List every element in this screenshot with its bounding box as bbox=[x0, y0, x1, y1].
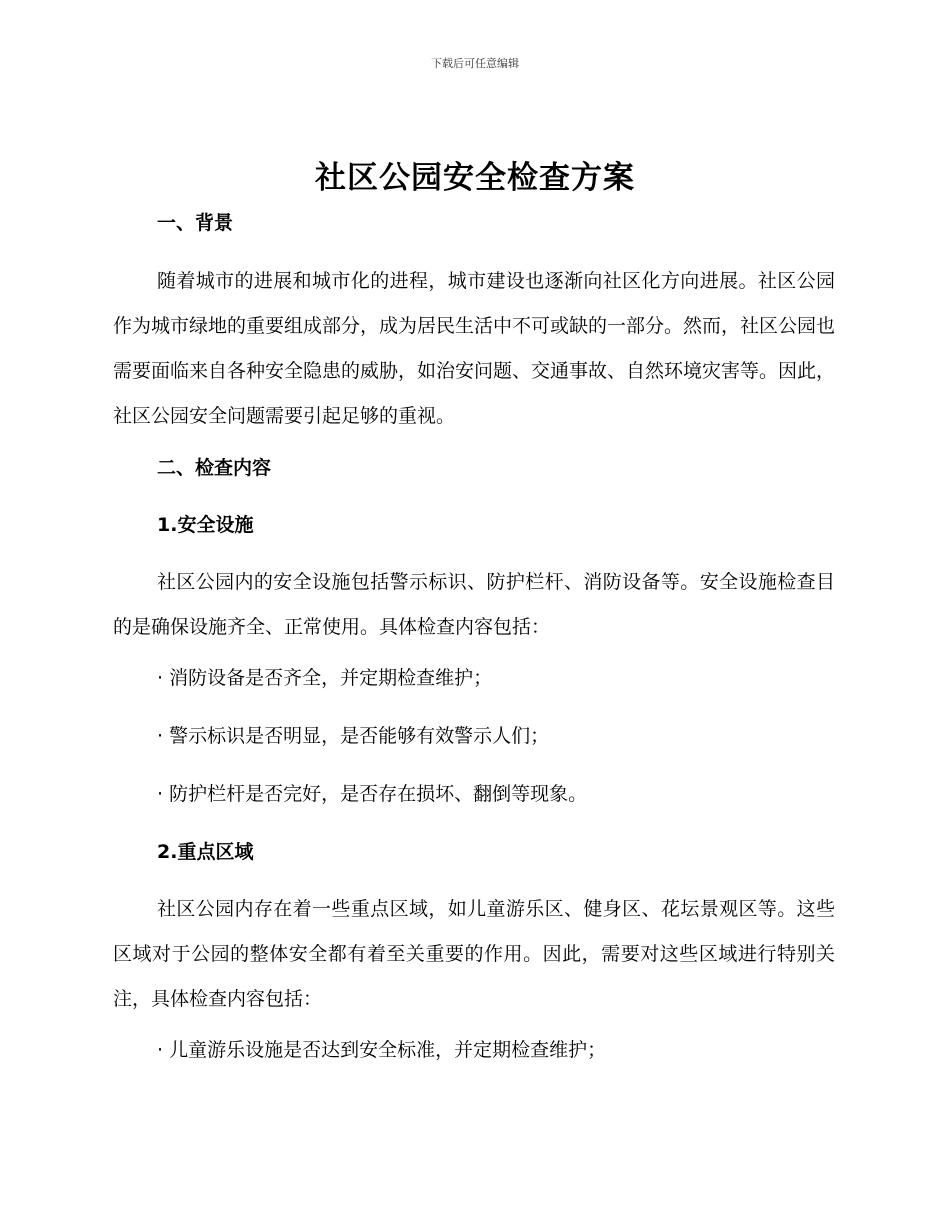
document-title: 社区公园安全检查方案 bbox=[315, 160, 635, 196]
background-paragraph: 随着城市的进展和城市化的进程，城市建设也逐渐向社区化方向进展。社区公园作为城市绿地的重要组成部分，成为居民生活中不可或缺的一部分。然而，社区公园也需要面临来自各种安全隐患的威胁，如治安问题、交通事故、自然环境灾害等。因此，社区公园安全问题需要引起足够的重视。 bbox=[113, 270, 836, 427]
subsection-heading-facilities: 1.安全设施 bbox=[157, 514, 254, 536]
section-heading-background: 一、背景 bbox=[157, 212, 234, 234]
areas-paragraph: 社区公园内存在着一些重点区域，如儿童游乐区、健身区、花坛景观区等。这些区域对于公园的整体安全都有着至关重要的作用。因此，需要对这些区域进行特别关注，具体检查内容包括： bbox=[113, 898, 835, 1010]
facilities-paragraph: 社区公园内的安全设施包括警示标识、防护栏杆、消防设备等。安全设施检查目的是确保设施齐全、正常使用。具体检查内容包括： bbox=[113, 571, 835, 638]
header-note: 下载后可任意编辑 bbox=[431, 57, 519, 70]
document-body bbox=[113, 203, 835, 1066]
section-heading-content: 二、检查内容 bbox=[157, 457, 272, 479]
bullet-item: · 防护栏杆是否完好，是否存在损坏、翻倒等现象。 bbox=[157, 783, 588, 805]
bullet-item: · 儿童游乐设施是否达到安全标准，并定期检查维护； bbox=[157, 1039, 607, 1061]
bullet-item: · 消防设备是否齐全，并定期检查维护； bbox=[157, 667, 493, 689]
bullet-item: · 警示标识是否明显，是否能够有效警示人们； bbox=[157, 725, 550, 747]
subsection-heading-areas: 2.重点区域 bbox=[157, 841, 254, 863]
